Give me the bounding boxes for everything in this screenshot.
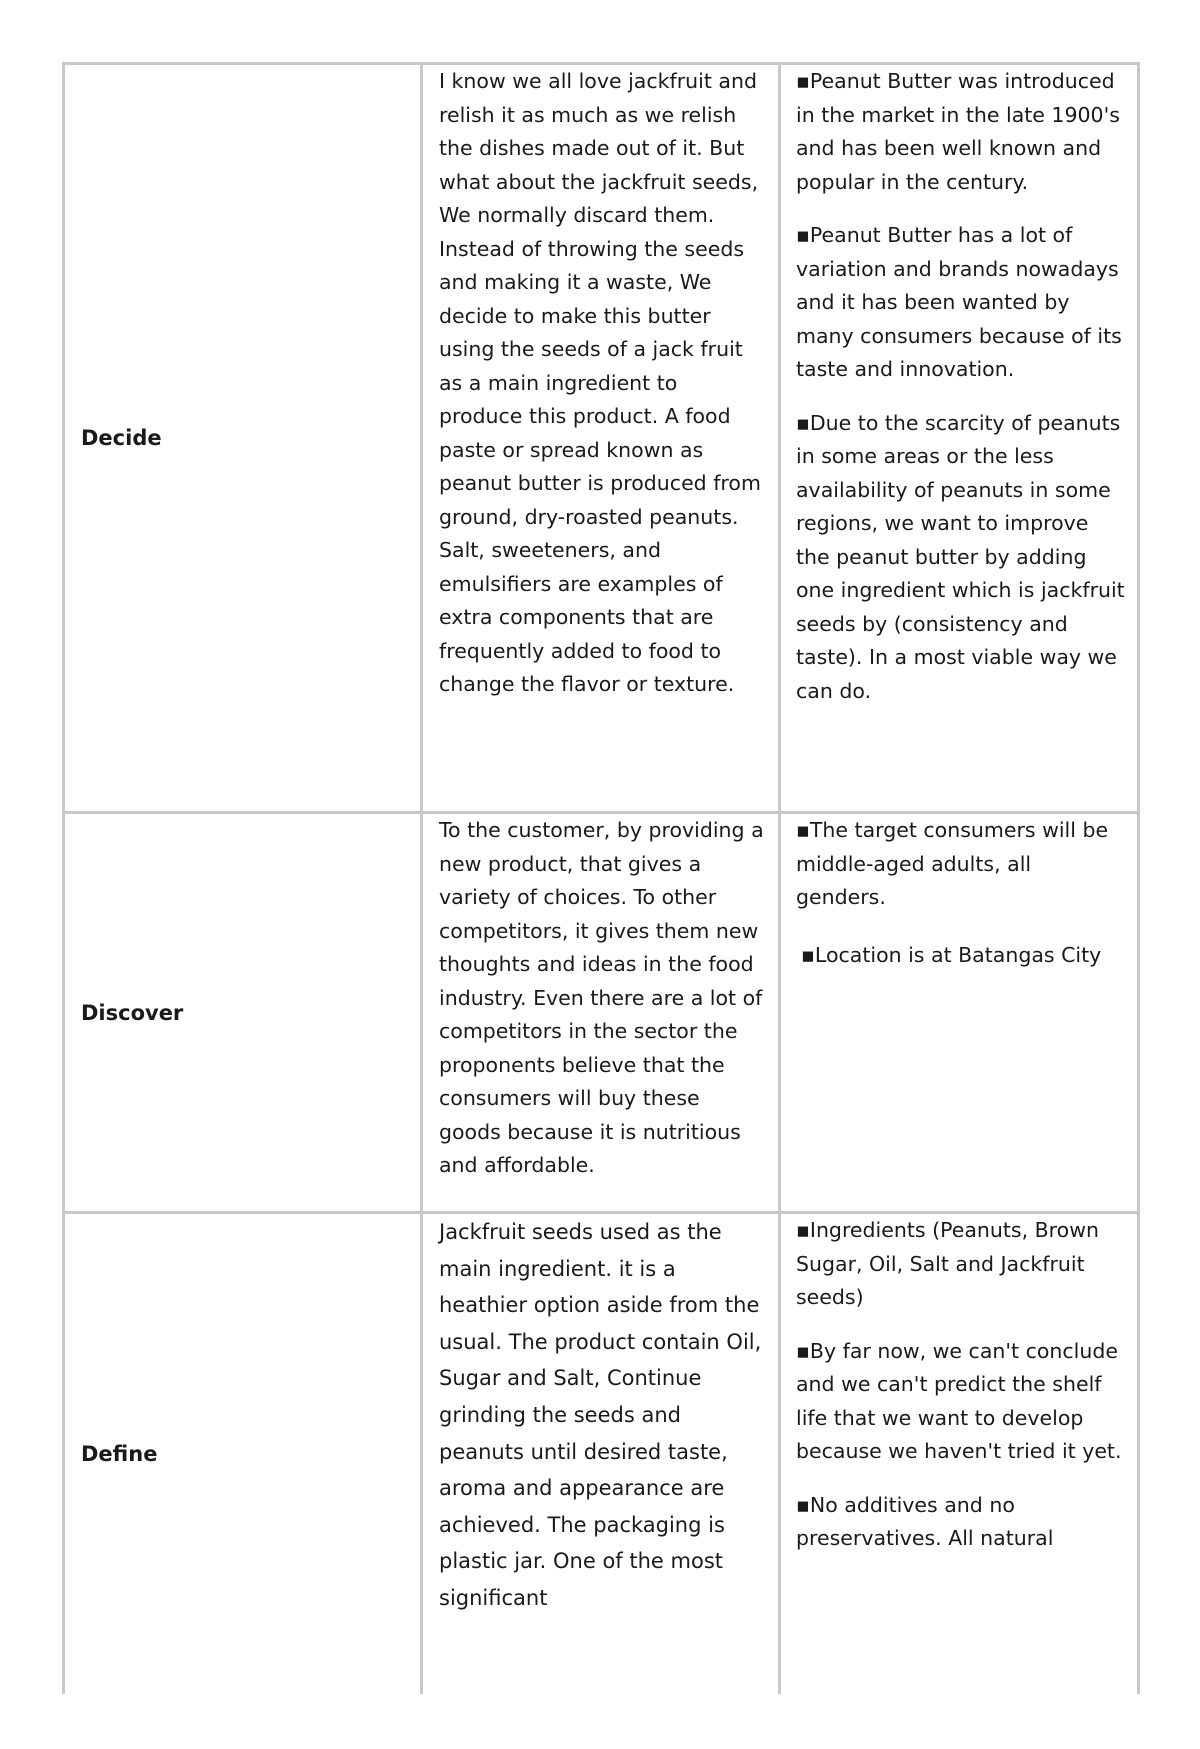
discover-description: To the customer, by providing a new product, that gives a variety of choices. To other competitors, it gives them new thoughts and ideas in the food industry. Even there are a lot of competitors in the sector the proponents believe that the consumers will buy these goods because it is nutritious and affordable. bbox=[439, 818, 764, 1177]
decide-point-2: ▪Peanut Butter has a lot of variation and brands nowadays and it has been wanted by many consumers because of its taste and innovation. bbox=[796, 223, 1122, 381]
discover-point-1: ▪The target consumers will be middle-aged adults, all genders. bbox=[796, 818, 1109, 909]
define-point-2: ▪By far now, we can't conclude and we can't predict the shelf life that we want to develop because we haven't tried it yet. bbox=[796, 1338, 1122, 1463]
row-label-cell bbox=[64, 1213, 422, 1695]
description-cell bbox=[422, 1213, 780, 1695]
points-cell bbox=[780, 1213, 1139, 1695]
design-thinking-table bbox=[62, 62, 1140, 1694]
row-label-discover: Discover bbox=[81, 1000, 184, 1025]
row-label-cell bbox=[64, 64, 422, 813]
points-cell bbox=[780, 813, 1139, 1213]
points-cell bbox=[780, 64, 1139, 813]
table-row-decide bbox=[64, 64, 1139, 813]
row-label-define: Define bbox=[81, 1442, 158, 1466]
define-point-1: ▪Ingredients (Peanuts, Brown Sugar, Oil, Salt and Jackfruit seeds) bbox=[796, 1218, 1099, 1309]
row-label-decide: Decide bbox=[81, 426, 162, 450]
discover-point-2: ▪Location is at Batangas City bbox=[801, 942, 1102, 967]
description-cell bbox=[422, 64, 780, 813]
define-point-3: ▪No additives and no preservatives. All natural bbox=[796, 1492, 1054, 1550]
decide-point-3: ▪Due to the scarcity of peanuts in some areas or the less availability of peanuts in some regions, we want to improve the peanut butter by adding one ingredient which is jackfruit seeds by (consistency and taste). In a most viable way we can do. bbox=[796, 410, 1125, 703]
description-cell bbox=[422, 813, 780, 1213]
table-row-define bbox=[64, 1213, 1139, 1695]
row-label-cell bbox=[64, 813, 422, 1213]
decide-description: I know we all love jackfruit and relish it as much as we relish the dishes made out of it. But what about the jackfruit seeds, We normally discard them. Instead of throwing the seeds and making it a waste, We decide to make this butter using the seeds of a jack fruit as a main ingredient to produce this product. A food paste or spread known as peanut butter is produced from ground, dry-roasted peanuts. Salt, sweeteners, and emulsifiers are examples of extra components that are frequently added to food to change the flavor or texture. bbox=[439, 69, 761, 696]
decide-point-1: ▪Peanut Butter was introduced in the market in the late 1900's and has been well known and popular in the century. bbox=[796, 69, 1120, 194]
define-description: Jackfruit seeds used as the main ingredient. it is a heathier option aside from the usual. The product contain Oil, Sugar and Salt, Continue grinding the seeds and peanuts until desired taste, aroma and appearance are achieved. The packaging is plastic jar. One of the most significant bbox=[439, 1220, 762, 1610]
table-row-discover bbox=[64, 813, 1139, 1213]
